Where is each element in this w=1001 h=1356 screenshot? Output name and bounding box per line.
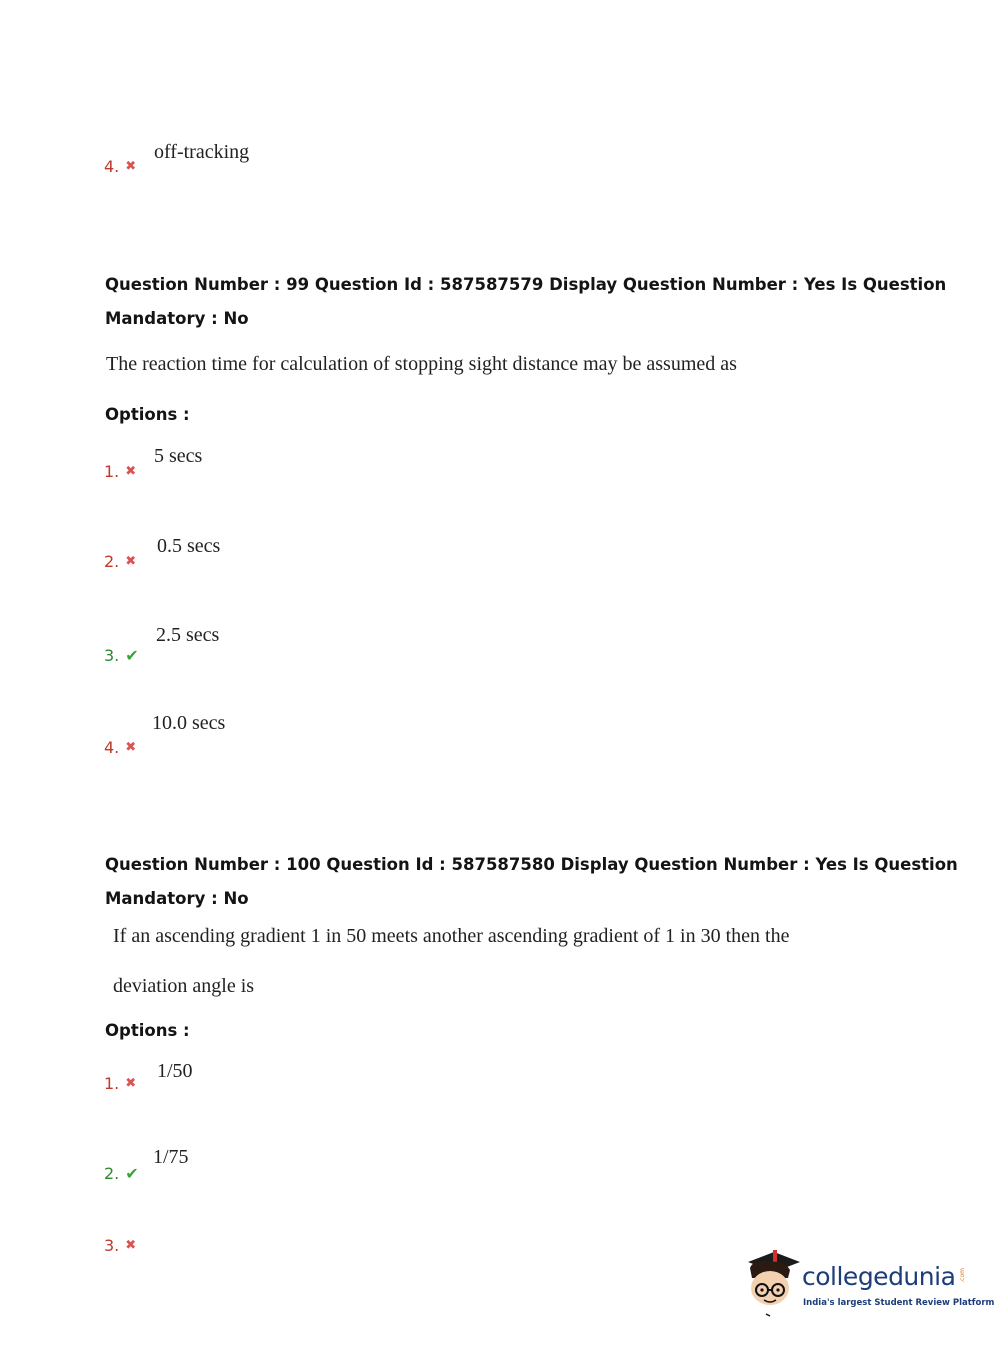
option-number: 3. ✔ bbox=[104, 645, 139, 665]
cross-icon: ✖ bbox=[125, 159, 137, 174]
option-number: 2. ✖ bbox=[104, 552, 137, 571]
option-text: 5 secs bbox=[154, 445, 203, 467]
option-text: 0.5 secs bbox=[157, 535, 221, 557]
mascot-icon bbox=[740, 1248, 802, 1320]
cross-icon: ✖ bbox=[125, 1076, 137, 1091]
options-label: Options : bbox=[105, 405, 190, 424]
cross-icon: ✖ bbox=[125, 464, 137, 479]
collegedunia-logo bbox=[740, 1248, 995, 1320]
option-number: 4. ✖ bbox=[104, 738, 137, 757]
option-number: 2. ✔ bbox=[104, 1163, 139, 1183]
question-text: If an ascending gradient 1 in 50 meets another ascending gradient of 1 in 30 then the bbox=[113, 925, 790, 947]
option-text: 1/50 bbox=[157, 1060, 193, 1082]
option-text: 2.5 secs bbox=[156, 624, 220, 646]
option-text: 1/75 bbox=[153, 1146, 189, 1168]
question-text: The reaction time for calculation of stopping sight distance may be assumed as bbox=[106, 353, 737, 375]
option-number: 3. ✖ bbox=[104, 1236, 137, 1255]
question-meta-line2: Mandatory : No bbox=[105, 889, 249, 908]
option-text: off-tracking bbox=[154, 141, 250, 163]
logo-domain-suffix: .com bbox=[959, 1268, 966, 1283]
logo-tagline: India's largest Student Review Platform bbox=[803, 1298, 995, 1308]
question-meta-line2: Mandatory : No bbox=[105, 309, 249, 328]
option-number: 4. ✖ bbox=[104, 157, 137, 176]
options-label: Options : bbox=[105, 1021, 190, 1040]
checkmark-icon: ✔ bbox=[125, 645, 139, 665]
question-meta-line1: Question Number : 99 Question Id : 587587579 Display Question Number : Yes Is Question bbox=[105, 275, 947, 294]
cross-icon: ✖ bbox=[125, 554, 137, 569]
cross-icon: ✖ bbox=[125, 1238, 137, 1253]
option-number: 1. ✖ bbox=[104, 462, 137, 481]
checkmark-icon: ✔ bbox=[125, 1163, 139, 1183]
question-meta-line1: Question Number : 100 Question Id : 587587580 Display Question Number : Yes Is Question bbox=[105, 855, 958, 874]
logo-wordmark: collegedunia bbox=[802, 1262, 956, 1291]
option-text: 10.0 secs bbox=[152, 712, 226, 734]
option-number: 1. ✖ bbox=[104, 1074, 137, 1093]
question-text-continued: deviation angle is bbox=[113, 975, 255, 997]
cross-icon: ✖ bbox=[125, 740, 137, 755]
